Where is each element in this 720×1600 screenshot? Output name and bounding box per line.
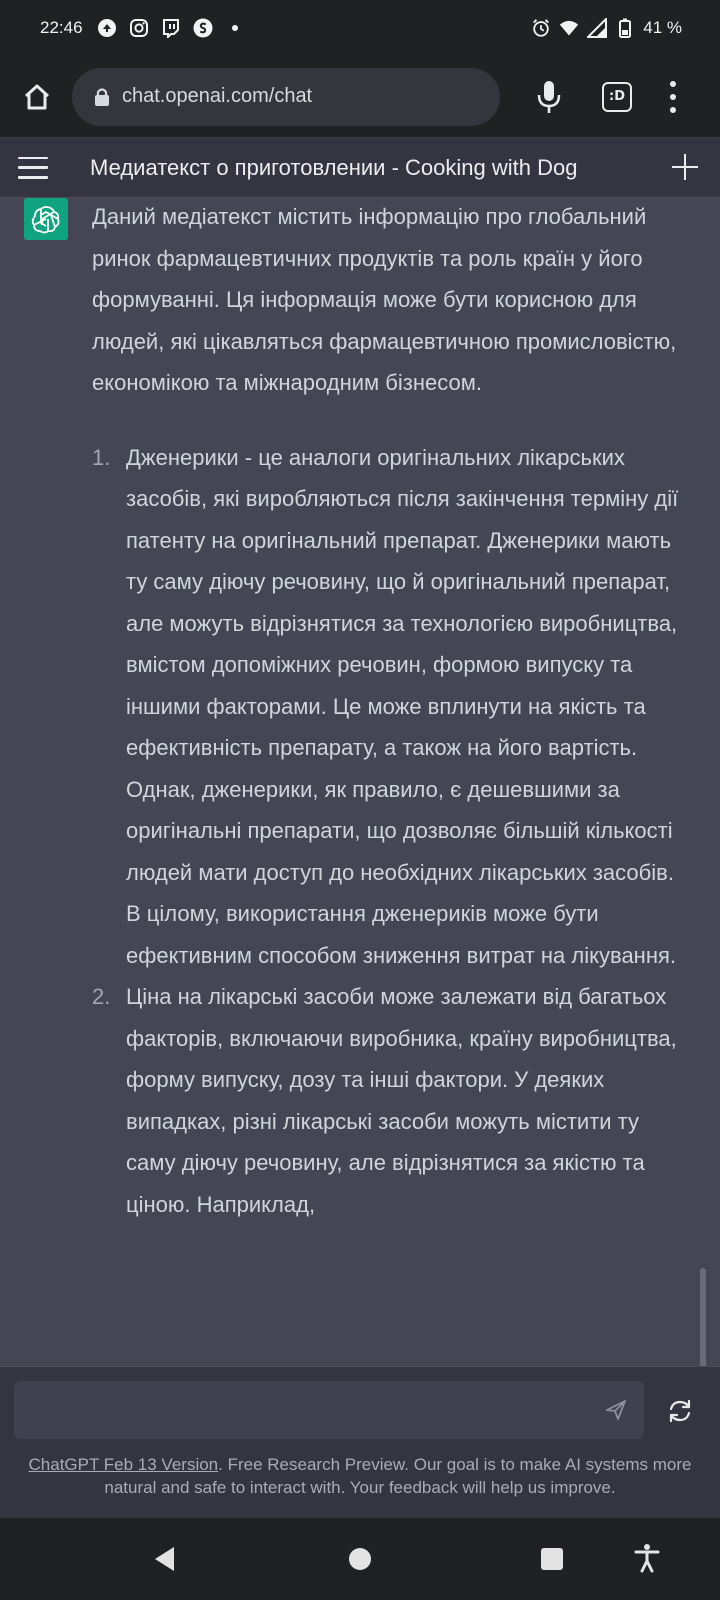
alarm-icon <box>531 18 551 38</box>
menu-dot <box>670 107 676 113</box>
hamburger-line <box>18 166 48 169</box>
accessibility-icon[interactable] <box>634 1543 660 1573</box>
shazam-icon <box>193 18 213 38</box>
list-number: 2. <box>92 984 111 1009</box>
voice-search-button[interactable] <box>534 77 564 117</box>
message-list <box>92 437 692 1226</box>
status-bar <box>0 0 720 56</box>
status-time: 22:46 <box>40 18 83 37</box>
send-icon[interactable] <box>604 1398 628 1422</box>
home-icon <box>22 82 52 112</box>
home-circle-icon[interactable] <box>349 1548 371 1570</box>
battery-percent: 41 % <box>643 18 682 37</box>
battery-icon <box>615 18 635 38</box>
browser-toolbar <box>0 56 720 138</box>
back-icon[interactable] <box>154 1546 176 1572</box>
chatgpt-avatar <box>24 198 68 240</box>
signal-icon <box>587 18 607 38</box>
wifi-icon <box>559 18 579 38</box>
disclaimer-body: . Free Research Preview. Our goal is to make AI systems more natural and safe to interact with. Your feedback will help us improve. <box>104 1455 692 1497</box>
message-input[interactable] <box>30 1381 590 1439</box>
lock-icon <box>94 87 110 107</box>
twitch-icon <box>161 18 181 38</box>
version-link[interactable]: ChatGPT Feb 13 Version <box>28 1455 219 1474</box>
android-nav-bar <box>0 1518 720 1600</box>
menu-dot <box>670 81 676 87</box>
sidebar-menu-button[interactable] <box>18 157 48 179</box>
home-button[interactable] <box>18 78 56 116</box>
url-text: chat.openai.com/chat <box>122 85 313 107</box>
message-intro-paragraph: Даний медіатекст містить інформацію про глобальний ринок фармацевтичних продуктів та роль країн у його формуванні. Ця інформація може бути корисною для людей, які цікавляться фармацевтичною промисловістю, економікою та міжнародним бізнесом. <box>92 204 677 395</box>
notification-icon <box>97 18 117 38</box>
list-item-text: Ціна на лікарські засоби може залежати від багатьох факторів, включаючи виробника, країну виробництва, форму випуску, дозу та інші фактори. У деяких випадках, різні лікарські засоби можуть містити ту саму діючу речовину, але відрізнятися за якістю та ціною. Наприклад, <box>126 984 677 1217</box>
list-item <box>92 437 692 977</box>
list-number: 1. <box>92 444 111 470</box>
hamburger-line <box>18 176 48 179</box>
conversation-title: Медиатекст о приготовлении - Cooking with Dog <box>90 154 578 180</box>
scrollbar-thumb[interactable] <box>700 1268 706 1366</box>
recents-square-icon[interactable] <box>541 1548 563 1570</box>
browser-menu-button[interactable] <box>668 81 678 113</box>
disclaimer-text <box>0 1453 720 1499</box>
chat-header <box>0 138 720 198</box>
composer <box>0 1366 720 1518</box>
hamburger-line <box>18 157 48 160</box>
status-left <box>40 18 245 38</box>
assistant-message <box>0 198 720 1366</box>
menu-dot <box>670 94 676 100</box>
regenerate-icon[interactable] <box>666 1397 694 1425</box>
list-item-text: Дженерики - це аналоги оригінальних лікарських засобів, які виробляються після закінчення терміну дії патенту на оригінальний препарат. Дженерики мають ту саму діючу речовину, що й оригінальний препарат, але можуть відрізнятися за технологією виробництва, вмістом допоміжних речовин, формою випуску та іншими факторами. Це може вплинути на якість та ефективність препарату, а також на його вартість. Однак, дженерики, як правило, є дешевшими за оригінальні препарати, що дозволяє більшій кількості людей мати доступ до необхідних лікарських засобів. В цілому, використання дженериків може бути ефективним способом зниження витрат на лікування. <box>126 444 679 968</box>
openai-logo-icon <box>30 203 62 235</box>
dot-icon <box>225 18 245 38</box>
list-item <box>92 976 692 1225</box>
tab-switcher-button[interactable]: :D <box>602 82 632 112</box>
address-bar[interactable] <box>72 68 500 126</box>
instagram-icon <box>129 18 149 38</box>
message-input-box[interactable] <box>14 1381 644 1439</box>
status-right <box>531 18 682 38</box>
new-chat-plus-icon[interactable] <box>672 154 698 180</box>
message-content <box>92 198 692 1225</box>
microphone-icon <box>536 79 562 115</box>
